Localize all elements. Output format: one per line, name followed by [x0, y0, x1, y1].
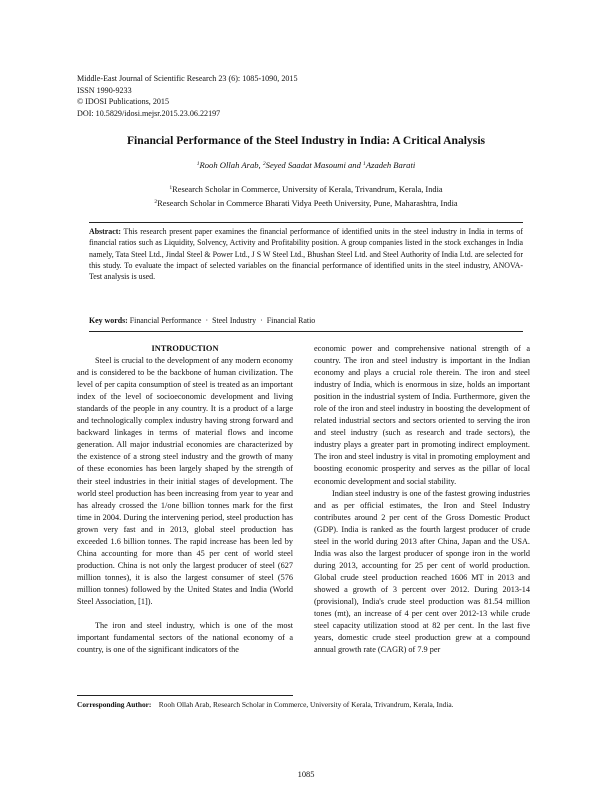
intro-paragraph-2: The iron and steel industry, which is one of the most important fundamental sectors of the national economy of a country, is one of the significant indicators of the [77, 621, 293, 655]
author-3-sup: 1 [363, 161, 366, 167]
intro-paragraph-1: Steel is crucial to the development of any modern economy and is considered to be the backbone of human civilization. The level of per capita consumption of steel is treated as an important index of the level of socioeconomic development and living standards of the people in any country. It is a product of a large and technologically complex industry having strong forward and backward linkages in terms of material flows and income generation. All major industrial economies are characterized by the existence of a strong steel industry and the growth of many of these economies has been largely shaped by the strength of their steel industries in their initial stages of development. The world steel production has been increasing from year to year and has already crossed the 1/one billion tonnes mark for the first time in 2004. During the intervening period, steel production has grown very fast and in 2013, global steel production has exceeded 1.6 billion tonnes. The rapid increase has been led by China accounting for more than 45 per cent of world steel production. China is not only the largest producer of steel (627 million tonnes), it is also the largest consumer of steel (576 million tonnes) followed by the United States and India (World Steel Association, [1]). [77, 356, 293, 606]
paper-title: Financial Performance of the Steel Industry in India: A Critical Analysis [126, 134, 486, 147]
footnote-rule [77, 695, 293, 696]
author-3-name: Azadeh Barati [365, 160, 416, 170]
author-list [60, 160, 552, 170]
section-heading-introduction: INTRODUCTION [151, 344, 219, 353]
abstract-top-rule [89, 222, 523, 223]
keywords-bottom-rule [89, 331, 523, 332]
abstract [89, 226, 523, 282]
issn: ISSN 1990-9233 [77, 85, 132, 95]
footnote-label: Corresponding Author: [77, 700, 152, 709]
journal-citation: Middle-East Journal of Scientific Research 23 (6): 1085-1090, 2015 [77, 74, 298, 83]
keywords [89, 316, 523, 325]
keyword-1: Financial Performance [129, 316, 202, 325]
author-2-name: Seyed Saadat Masoumi and [265, 160, 364, 170]
affiliation-1-sup: 1 [169, 185, 173, 191]
intro-paragraph-2-continued: economic power and comprehensive national strength of a country. The iron and steel industry is important in the Indian economy and plays a crucial role therein. The iron and steel industry of India, which is enormous in size, holds an important position in the industrial system of India. Furthermore, given the role of the iron and steel industry in boosting the development of related industrial sectors and sectors oriented to serving the iron and steel industry (such as research and trade sectors), the industry plays a greater part in promoting indirect employment. The iron and steel industry is vital in promoting employment and boosting economic prosperity and serves as the pillar of local economic development and social stability. [314, 344, 530, 486]
keywords-label: Key words: [89, 316, 128, 325]
keyword-separator: · [260, 316, 263, 325]
paragraph-gap [77, 608, 293, 620]
abstract-label: Abstract: [89, 227, 121, 236]
keyword-2: Steel Industry [212, 316, 257, 325]
copyright: © IDOSI Publications, 2015 [77, 97, 170, 107]
corresponding-author-note [77, 700, 547, 709]
journal-header [77, 73, 298, 119]
affiliation-2-text: Research Scholar in Commerce Bharati Vidya Peeth University, Pune, Maharashtra, India [157, 199, 458, 208]
left-column [77, 343, 293, 656]
author-1-name: Rooh Ollah Arab, [199, 160, 263, 170]
right-column [314, 343, 530, 656]
affiliation-2-sup: 2 [154, 199, 158, 205]
intro-paragraph-3: Indian steel industry is one of the fastest growing industries and as per official estimates, the Iron and Steel Industry contributes around 2 per cent of the Gross Domestic Product (GDP). India is ranked as the fourth largest producer of crude steel in the world during 2013 after China, Japan and the USA. India was also the largest producer of sponge iron in the world during 2013, accounting for 25 per cent of world production. Global crude steel production reached 1606 MT in 2013 and showed a growth of 3 percent over 2012. During 2013-14 (provisional), India's crude steel production was 81.54 million tones (mt), an increase of 4 per cent over 2012-13 while crude steel capacity utilization stood at 82 per cent. In the last five years, domestic crude steel production grew at a compound annual growth rate (CAGR) of 7.9 per [314, 488, 530, 655]
affiliations [60, 183, 552, 211]
author-1-sup: 1 [196, 161, 200, 167]
affiliation-1-text: Research Scholar in Commerce, University of Kerala, Trivandrum, Kerala, India [172, 185, 443, 194]
abstract-text: This research present paper examines the financial performance of identified units in the steel industry in India in terms of financial ratios such as Liquidity, Solvency, Activity and Profitability position. A group companies listed in the stock exchanges in India namely, Tata Steel Ltd., Jindal Steel & Power Ltd., J S W Steel Ltd., Bhushan Steel Ltd. and Steel Authority of India Ltd. are selected for this study. To evaluate the impact of selected variables on the financial performance of identified units in the steel industry, ANOVA- Test analysis is used. [89, 227, 523, 282]
keyword-separator: · [205, 316, 209, 325]
doi: DOI: 10.5829/idosi.mejsr.2015.23.06.22197 [77, 108, 221, 118]
affiliation-1 [60, 183, 552, 197]
page-number: 1085 [297, 770, 315, 779]
footnote-text: Rooh Ollah Arab, Research Scholar in Commerce, University of Kerala, Trivandrum, Kerala, India. [158, 700, 454, 709]
author-2-sup: 2 [262, 161, 266, 167]
keyword-3: Financial Ratio [266, 316, 316, 325]
affiliation-2 [60, 197, 552, 211]
